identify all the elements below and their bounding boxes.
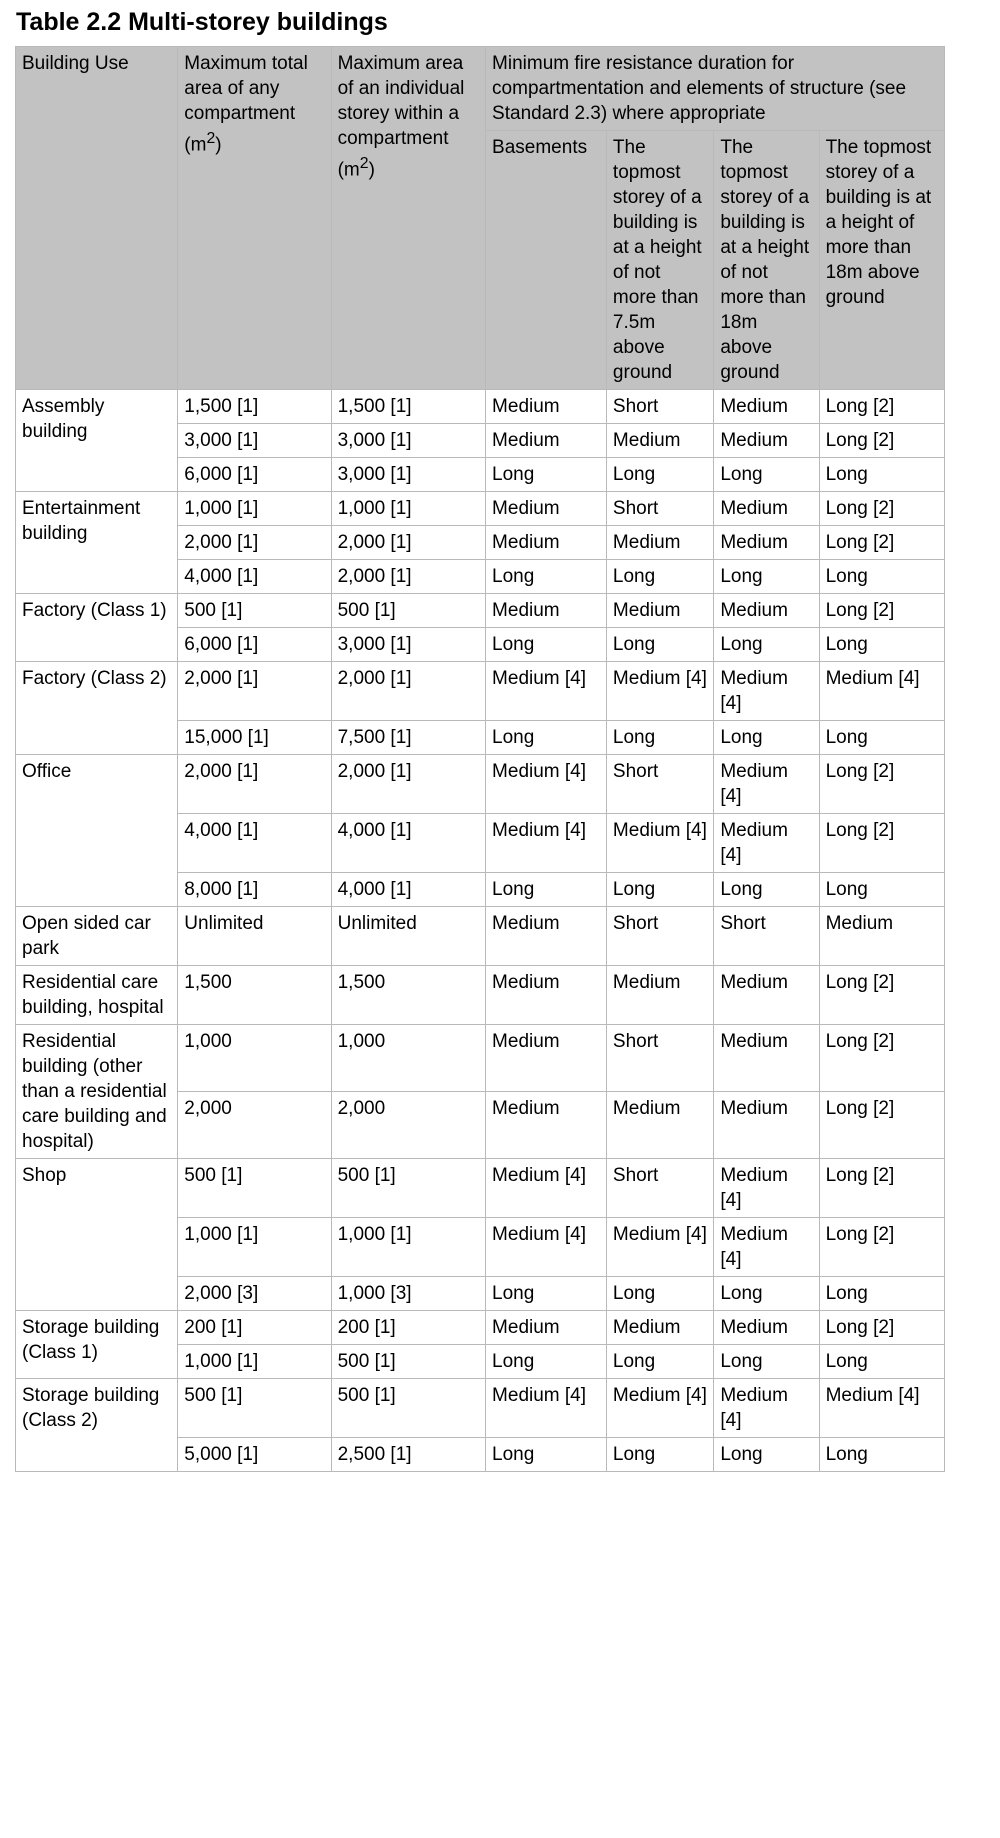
cell-basements: Medium: [486, 390, 607, 424]
cell-max-storey-area: 200 [1]: [331, 1311, 485, 1345]
header-fire-resistance-group: Minimum fire resistance duration for compartmentation and elements of structure (see Standard 2.3) where appropriate: [486, 47, 945, 131]
header-row-primary: [16, 47, 945, 131]
cell-height-7-5m: Medium [4]: [606, 1379, 713, 1438]
table-row: [16, 492, 945, 526]
cell-basements: Medium [4]: [486, 1159, 607, 1218]
cell-building-use: Residential building (other than a residential care building and hospital): [16, 1025, 178, 1159]
cell-height-over-18m: Long [2]: [819, 814, 944, 873]
cell-basements: Medium: [486, 1092, 607, 1159]
cell-max-storey-area: 1,500: [331, 966, 485, 1025]
cell-basements: Medium: [486, 424, 607, 458]
cell-max-storey-area: 2,000 [1]: [331, 755, 485, 814]
cell-height-over-18m: Long: [819, 1277, 944, 1311]
cell-height-18m: Medium: [714, 492, 819, 526]
cell-height-18m: Medium: [714, 424, 819, 458]
cell-height-18m: Long: [714, 560, 819, 594]
cell-height-7-5m: Medium [4]: [606, 662, 713, 721]
header-height-18m: The topmost storey of a building is at a height of not more than 18m above ground: [714, 131, 819, 390]
cell-building-use: Storage building (Class 2): [16, 1379, 178, 1472]
header-max-total-area-text: Maximum total area of any compartment (m: [184, 53, 308, 156]
cell-height-over-18m: Long [2]: [819, 424, 944, 458]
cell-basements: Medium: [486, 966, 607, 1025]
table-row: [16, 662, 945, 721]
cell-height-7-5m: Medium [4]: [606, 814, 713, 873]
cell-height-7-5m: Medium: [606, 1092, 713, 1159]
cell-max-total-area: 6,000 [1]: [178, 458, 331, 492]
cell-height-18m: Medium: [714, 594, 819, 628]
cell-max-total-area: 500 [1]: [178, 1379, 331, 1438]
cell-height-over-18m: Long [2]: [819, 526, 944, 560]
cell-max-total-area: 1,500: [178, 966, 331, 1025]
cell-max-total-area: 500 [1]: [178, 1159, 331, 1218]
header-max-total-area-tail: ): [215, 134, 222, 156]
header-max-total-area-sup: 2: [206, 130, 216, 147]
cell-basements: Long: [486, 560, 607, 594]
cell-max-storey-area: 2,000: [331, 1092, 485, 1159]
cell-height-18m: Medium: [714, 966, 819, 1025]
cell-max-total-area: 6,000 [1]: [178, 628, 331, 662]
cell-building-use: Factory (Class 1): [16, 594, 178, 662]
cell-basements: Medium [4]: [486, 1379, 607, 1438]
cell-height-7-5m: Short: [606, 492, 713, 526]
cell-height-7-5m: Long: [606, 458, 713, 492]
cell-building-use: Factory (Class 2): [16, 662, 178, 755]
cell-max-storey-area: 4,000 [1]: [331, 873, 485, 907]
cell-height-over-18m: Medium [4]: [819, 662, 944, 721]
cell-max-storey-area: 500 [1]: [331, 594, 485, 628]
table-row: [16, 1311, 945, 1345]
cell-height-over-18m: Long: [819, 721, 944, 755]
multi-storey-buildings-table: [15, 46, 945, 1472]
cell-height-7-5m: Long: [606, 1345, 713, 1379]
cell-basements: Long: [486, 721, 607, 755]
cell-max-total-area: 2,000 [1]: [178, 755, 331, 814]
cell-basements: Medium: [486, 492, 607, 526]
cell-building-use: Entertainment building: [16, 492, 178, 594]
cell-basements: Medium: [486, 526, 607, 560]
cell-basements: Medium: [486, 1311, 607, 1345]
cell-max-total-area: 1,000: [178, 1025, 331, 1092]
cell-height-7-5m: Short: [606, 755, 713, 814]
cell-height-18m: Long: [714, 873, 819, 907]
cell-height-18m: Medium: [714, 390, 819, 424]
table-row: [16, 594, 945, 628]
cell-max-storey-area: 2,000 [1]: [331, 560, 485, 594]
cell-max-storey-area: 7,500 [1]: [331, 721, 485, 755]
cell-max-total-area: 5,000 [1]: [178, 1438, 331, 1472]
cell-basements: Long: [486, 1345, 607, 1379]
header-max-storey-area-text: Maximum area of an individual storey within a compartment (m: [337, 53, 465, 181]
table-row: [16, 390, 945, 424]
cell-height-over-18m: Long [2]: [819, 492, 944, 526]
cell-height-7-5m: Short: [606, 390, 713, 424]
cell-max-total-area: 15,000 [1]: [178, 721, 331, 755]
cell-max-total-area: 2,000: [178, 1092, 331, 1159]
cell-height-over-18m: Long: [819, 1438, 944, 1472]
cell-height-over-18m: Long [2]: [819, 390, 944, 424]
cell-height-18m: Medium [4]: [714, 662, 819, 721]
cell-basements: Medium: [486, 1025, 607, 1092]
cell-height-over-18m: Long: [819, 458, 944, 492]
cell-max-storey-area: 3,000 [1]: [331, 424, 485, 458]
cell-height-over-18m: Long [2]: [819, 1311, 944, 1345]
cell-building-use: Open sided car park: [16, 907, 178, 966]
cell-height-over-18m: Long [2]: [819, 966, 944, 1025]
cell-height-7-5m: Medium: [606, 424, 713, 458]
header-building-use: Building Use: [16, 47, 178, 390]
cell-height-18m: Medium: [714, 526, 819, 560]
cell-height-7-5m: Long: [606, 1277, 713, 1311]
cell-basements: Long: [486, 1438, 607, 1472]
cell-basements: Long: [486, 873, 607, 907]
header-max-storey-area-sup: 2: [359, 155, 369, 172]
header-height-over-18m: The topmost storey of a building is at a height of more than 18m above ground: [819, 131, 944, 390]
cell-basements: Long: [486, 458, 607, 492]
cell-max-total-area: 8,000 [1]: [178, 873, 331, 907]
cell-height-7-5m: Short: [606, 1025, 713, 1092]
cell-max-storey-area: 500 [1]: [331, 1345, 485, 1379]
cell-height-over-18m: Long: [819, 873, 944, 907]
cell-height-7-5m: Long: [606, 1438, 713, 1472]
cell-max-storey-area: 1,000 [1]: [331, 492, 485, 526]
cell-max-storey-area: 500 [1]: [331, 1379, 485, 1438]
cell-max-total-area: 500 [1]: [178, 594, 331, 628]
cell-height-18m: Medium: [714, 1092, 819, 1159]
cell-height-7-5m: Medium: [606, 1311, 713, 1345]
cell-max-storey-area: 2,500 [1]: [331, 1438, 485, 1472]
table-row: [16, 1379, 945, 1438]
cell-height-18m: Long: [714, 1438, 819, 1472]
cell-height-18m: Medium [4]: [714, 755, 819, 814]
cell-height-7-5m: Long: [606, 873, 713, 907]
cell-height-18m: Medium [4]: [714, 1218, 819, 1277]
cell-basements: Long: [486, 1277, 607, 1311]
header-max-storey-area-tail: ): [368, 159, 375, 181]
table-row: [16, 1159, 945, 1218]
cell-max-total-area: 1,000 [1]: [178, 492, 331, 526]
header-height-7-5m: The topmost storey of a building is at a height of not more than 7.5m above ground: [606, 131, 713, 390]
cell-height-7-5m: Medium: [606, 966, 713, 1025]
cell-height-18m: Medium [4]: [714, 1379, 819, 1438]
cell-basements: Medium [4]: [486, 1218, 607, 1277]
cell-height-over-18m: Long [2]: [819, 1218, 944, 1277]
cell-max-storey-area: Unlimited: [331, 907, 485, 966]
cell-max-storey-area: 1,000: [331, 1025, 485, 1092]
cell-height-over-18m: Long [2]: [819, 1159, 944, 1218]
table-header: [16, 47, 945, 390]
cell-height-7-5m: Long: [606, 721, 713, 755]
cell-height-7-5m: Medium: [606, 594, 713, 628]
cell-max-storey-area: 1,500 [1]: [331, 390, 485, 424]
page-title: Table 2.2 Multi-storey buildings: [16, 8, 388, 36]
cell-building-use: Assembly building: [16, 390, 178, 492]
header-basements: Basements: [486, 131, 607, 390]
cell-height-7-5m: Long: [606, 560, 713, 594]
cell-height-18m: Long: [714, 628, 819, 662]
cell-height-18m: Long: [714, 1345, 819, 1379]
cell-height-over-18m: Long: [819, 628, 944, 662]
cell-max-total-area: 4,000 [1]: [178, 560, 331, 594]
table-row: [16, 1025, 945, 1092]
cell-basements: Long: [486, 628, 607, 662]
table-row: [16, 755, 945, 814]
cell-max-total-area: 3,000 [1]: [178, 424, 331, 458]
cell-height-18m: Long: [714, 458, 819, 492]
cell-height-over-18m: Long [2]: [819, 594, 944, 628]
cell-height-7-5m: Medium: [606, 526, 713, 560]
cell-height-18m: Long: [714, 1277, 819, 1311]
cell-height-7-5m: Long: [606, 628, 713, 662]
header-max-total-area: [178, 47, 331, 390]
table-body: [16, 390, 945, 1472]
cell-height-18m: Medium [4]: [714, 1159, 819, 1218]
cell-height-over-18m: Long: [819, 1345, 944, 1379]
cell-max-total-area: 2,000 [1]: [178, 526, 331, 560]
cell-max-storey-area: 3,000 [1]: [331, 458, 485, 492]
cell-height-7-5m: Short: [606, 1159, 713, 1218]
cell-max-total-area: 4,000 [1]: [178, 814, 331, 873]
cell-height-18m: Medium: [714, 1311, 819, 1345]
cell-max-total-area: 1,500 [1]: [178, 390, 331, 424]
cell-max-total-area: 2,000 [3]: [178, 1277, 331, 1311]
cell-building-use: Storage building (Class 1): [16, 1311, 178, 1379]
cell-basements: Medium [4]: [486, 755, 607, 814]
header-max-storey-area: [331, 47, 485, 390]
cell-max-storey-area: 500 [1]: [331, 1159, 485, 1218]
cell-building-use: Shop: [16, 1159, 178, 1311]
cell-basements: Medium: [486, 594, 607, 628]
cell-building-use: Residential care building, hospital: [16, 966, 178, 1025]
cell-height-over-18m: Long [2]: [819, 755, 944, 814]
cell-basements: Medium [4]: [486, 814, 607, 873]
cell-height-7-5m: Medium [4]: [606, 1218, 713, 1277]
cell-height-7-5m: Short: [606, 907, 713, 966]
cell-height-18m: Long: [714, 721, 819, 755]
cell-height-over-18m: Long: [819, 560, 944, 594]
table-row: [16, 966, 945, 1025]
cell-basements: Medium: [486, 907, 607, 966]
cell-height-18m: Medium [4]: [714, 814, 819, 873]
cell-height-over-18m: Long [2]: [819, 1092, 944, 1159]
cell-max-storey-area: 2,000 [1]: [331, 662, 485, 721]
cell-height-over-18m: Long [2]: [819, 1025, 944, 1092]
cell-max-total-area: 200 [1]: [178, 1311, 331, 1345]
cell-height-18m: Short: [714, 907, 819, 966]
cell-max-total-area: 2,000 [1]: [178, 662, 331, 721]
cell-max-storey-area: 1,000 [1]: [331, 1218, 485, 1277]
cell-max-storey-area: 2,000 [1]: [331, 526, 485, 560]
cell-max-total-area: 1,000 [1]: [178, 1218, 331, 1277]
cell-max-total-area: Unlimited: [178, 907, 331, 966]
cell-max-total-area: 1,000 [1]: [178, 1345, 331, 1379]
cell-basements: Medium [4]: [486, 662, 607, 721]
cell-height-18m: Medium: [714, 1025, 819, 1092]
cell-height-over-18m: Medium [4]: [819, 1379, 944, 1438]
cell-max-storey-area: 3,000 [1]: [331, 628, 485, 662]
cell-max-storey-area: 4,000 [1]: [331, 814, 485, 873]
cell-building-use: Office: [16, 755, 178, 907]
cell-height-over-18m: Medium: [819, 907, 944, 966]
cell-max-storey-area: 1,000 [3]: [331, 1277, 485, 1311]
table-row: [16, 907, 945, 966]
